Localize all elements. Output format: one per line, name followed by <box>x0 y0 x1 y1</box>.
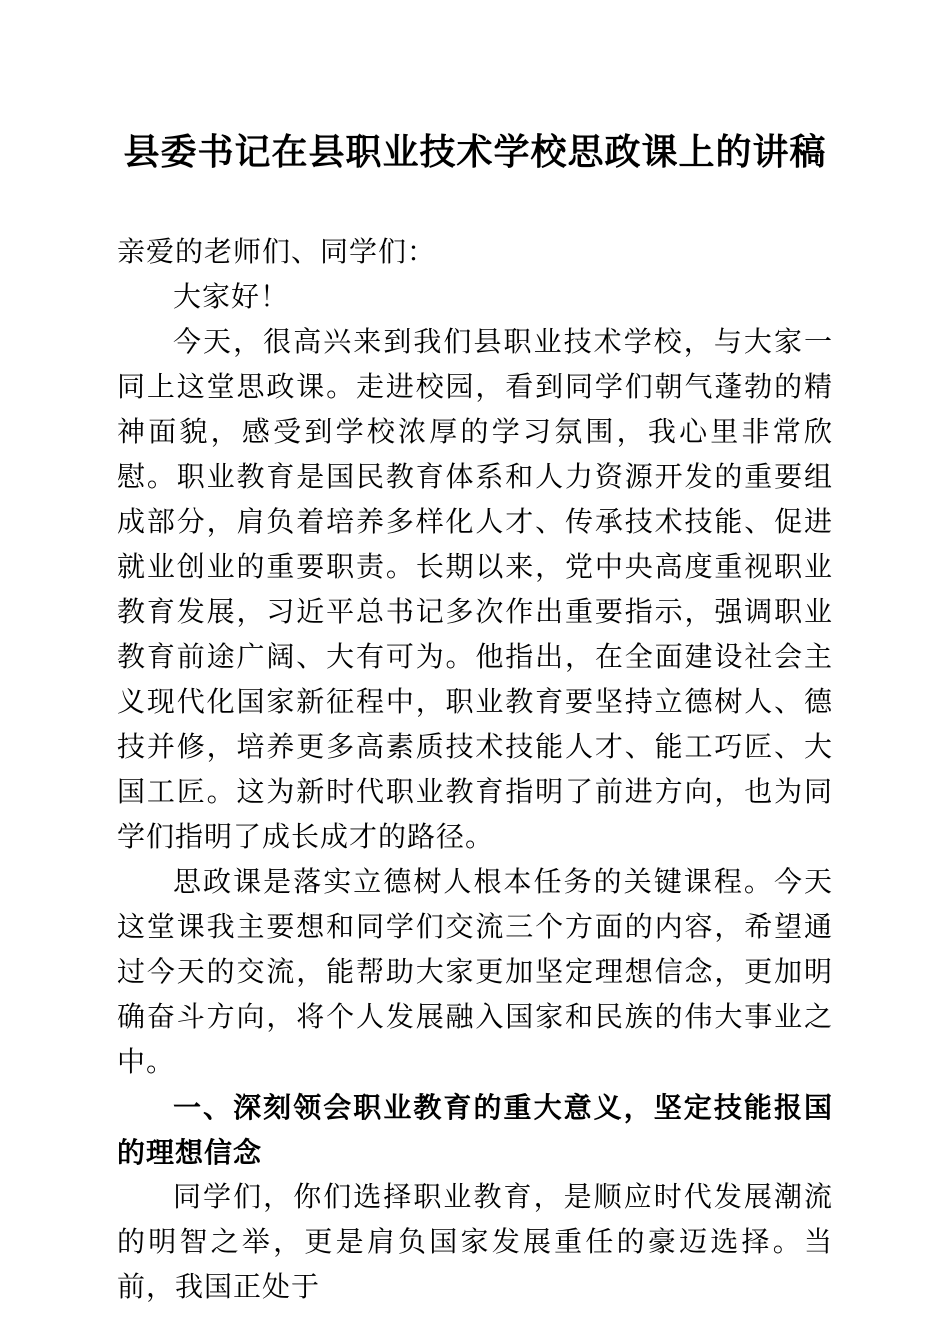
document-title: 县委书记在县职业技术学校思政课上的讲稿 <box>123 132 827 172</box>
paragraph-section1-body: 同学们，你们选择职业教育，是顺应时代发展潮流的明智之举，更是肩负国家发展重任的豪迈选择。当前，我国正处于 <box>117 1182 833 1303</box>
paragraph-course-purpose: 思政课是落实立德树人根本任务的关键课程。今天这堂课我主要想和同学们交流三个方面的内容，希望通过今天的交流，能帮助大家更加坚定理想信念，更加明确奋斗方向，将个人发展融入国家和民族的伟大事业之中。 <box>117 867 833 1078</box>
paragraph-intro: 今天，很高兴来到我们县职业技术学校，与大家一同上这堂思政课。走进校园，看到同学们朝气蓬勃的精神面貌，感受到学校浓厚的学习氛围，我心里非常欣慰。职业教育是国民教育体系和人力资源开发的重要组成部分，肩负着培养多样化人才、传承技术技能、促进就业创业的重要职责。长期以来，党中央高度重视职业教育发展，习近平总书记多次作出重要指示，强调职业教育前途广阔、大有可为。他指出，在全面建设社会主义现代化国家新征程中，职业教育要坚持立德树人、德技并修，培养更多高素质技术技能人才、能工巧匠、大国工匠。这为新时代职业教育指明了前进方向，也为同学们指明了成长成才的路径。 <box>117 327 833 853</box>
salutation-line: 亲爱的老师们、同学们： <box>117 237 437 268</box>
section-heading-1: 一、深刻领会职业教育的重大意义，坚定技能报国的理想信念 <box>117 1092 833 1168</box>
paragraph-greeting: 大家好！ <box>173 282 290 313</box>
